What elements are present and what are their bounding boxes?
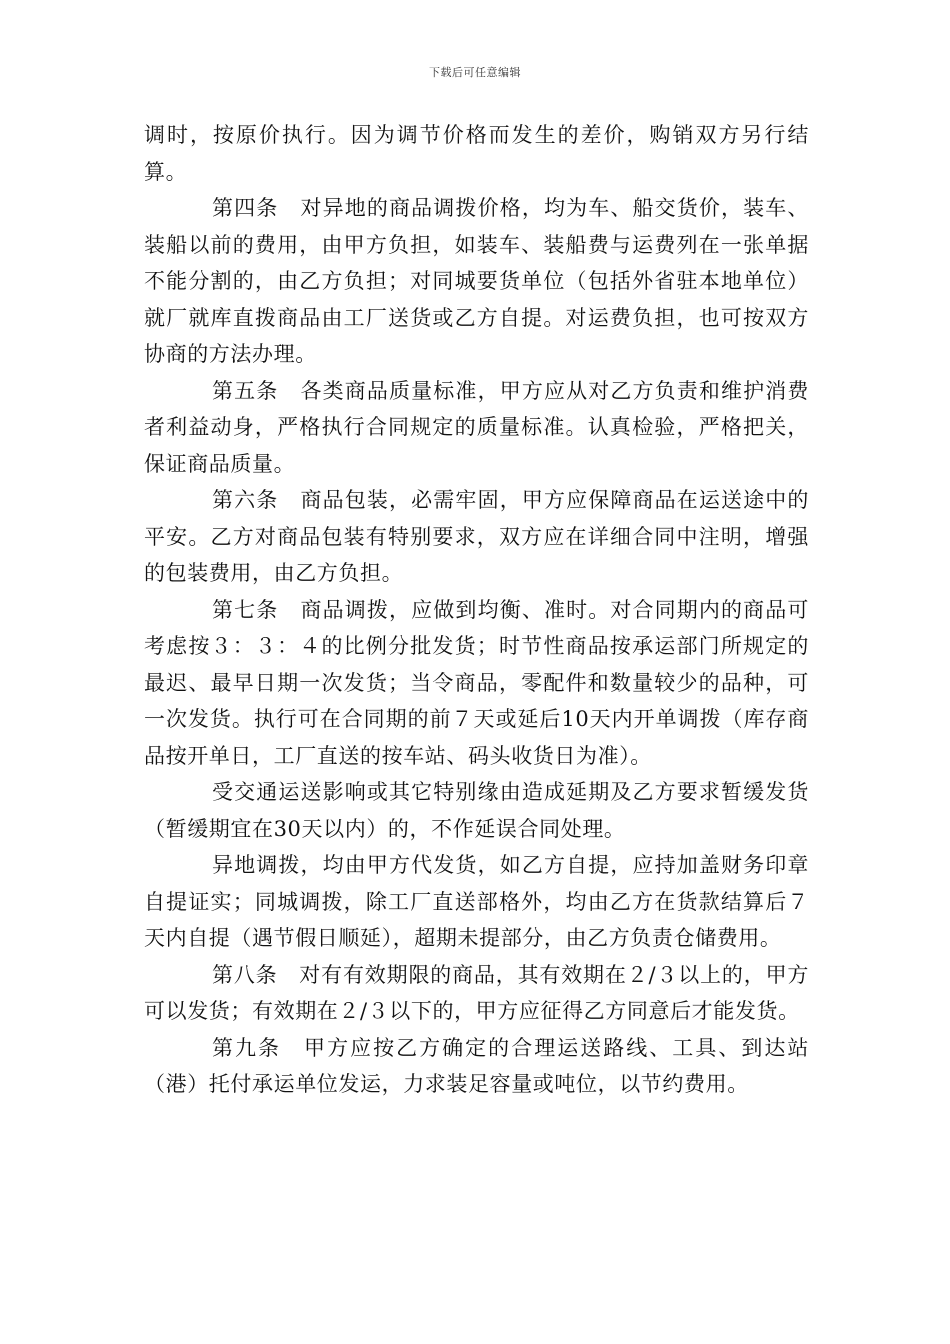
paragraph-article-7-delay: 受交通运送影响或其它特别缘由造成延期及乙方要求暂缓发货（暂缓期宜在30天以内）的，不作延误合同处理。 — [144, 780, 809, 841]
paragraph-article-8: 第八条 对有有效期限的商品，其有效期在２/３以上的，甲方可以发货；有效期在２/３以下的，甲方应征得乙方同意后才能发货。 — [144, 962, 809, 1023]
paragraph-continuation: 调时，按原价执行。因为调节价格而发生的差价，购销双方另行结算。 — [144, 123, 809, 184]
paragraph-article-5: 第五条 各类商品质量标准，甲方应从对乙方负责和维护消费者利益动身，严格执行合同规定的质量标准。认真检验，严格把关，保证商品质量。 — [144, 378, 809, 476]
paragraph-article-6: 第六条 商品包装，必需牢固，甲方应保障商品在运送途中的平安。乙方对商品包装有特别要求，双方应在详细合同中注明，增强的包装费用，由乙方负担。 — [144, 488, 809, 585]
paragraph-article-7-transfer: 异地调拨，均由甲方代发货，如乙方自提，应持加盖财务印章自提证实；同城调拨，除工厂直送部格外，均由乙方在货款结算后７天内自提（遇节假日顺延），超期未提部分，由乙方负责仓储费用。 — [144, 853, 809, 950]
paragraph-article-4: 第四条 对异地的商品调拨价格，均为车、船交货价，装车、装船以前的费用，由甲方负担，如装车、装船费与运费列在一张单据不能分割的，由乙方负担；对同城要货单位（包括外省驻本地单位）就厂就库直拨商品由工厂送货或乙方自提。对运费负担，也可按双方协商的方法办理。 — [144, 196, 809, 366]
page-header: 下载后可任意编辑 — [429, 66, 521, 79]
paragraph-article-7: 第七条 商品调拨，应做到均衡、准时。对合同期内的商品可考虑按３：３：４的比例分批发货；时节性商品按承运部门所规定的最迟、最早日期一次发货；当令商品，零配件和数量较少的品种，可一次发货。执行可在合同期的前７天或延后10天内开单调拨（库存商品按开单日，工厂直送的按车站、码头收货日为准）。 — [144, 597, 809, 768]
paragraph-article-9: 第九条 甲方应按乙方确定的合理运送路线、工具、到达站（港）托付承运单位发运，力求装足容量或吨位，以节约费用。 — [144, 1035, 809, 1096]
document-body — [144, 117, 809, 1103]
